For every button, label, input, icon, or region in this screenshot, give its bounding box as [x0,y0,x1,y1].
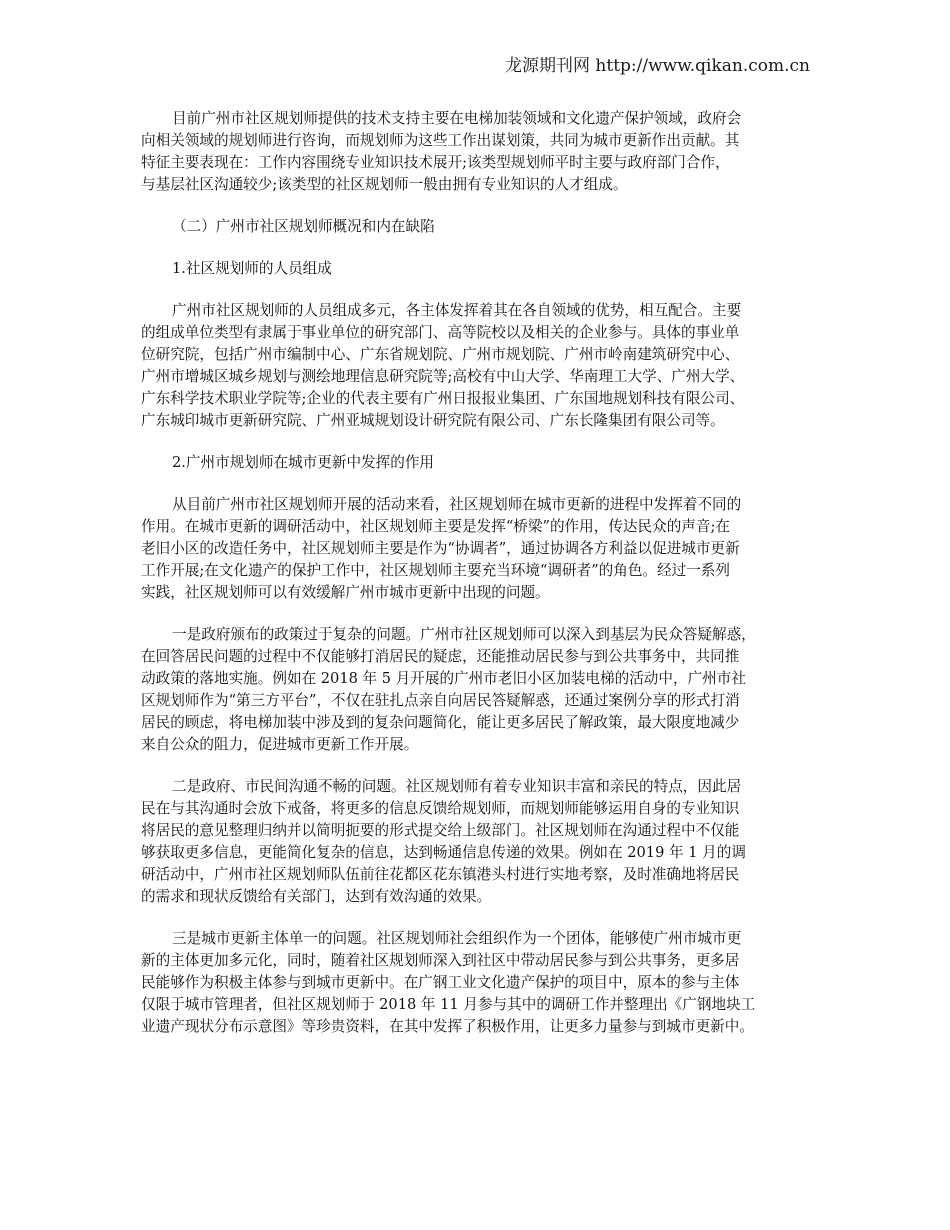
paragraph-line: 研活动中，广州市社区规划师队伍前往花都区花东镇港头村进行实地考察，及时准确地将居民 [141,866,740,883]
page-header: 龙源期刊网 http://www.qikan.com.cn [505,56,810,76]
paragraph [141,928,821,1038]
paragraph-line: 动政策的落地实施。例如在 2018 年 5 月开展的广州市老旧小区加装电梯的活动中，广州市社 [141,670,746,687]
paragraph-line: 仅限于城市管理者，但社区规划师于 2018 年 11 月参与其中的调研工作并整理出《广钢地块工 [141,996,756,1013]
paragraph-line: 民在与其沟通时会放下戒备，将更多的信息反馈给规划师，而规划师能够运用自身的专业知识 [141,800,740,817]
paragraph-line: 目前广州市社区规划师提供的技术支持主要在电梯加装领域和文化遗产保护领域，政府会 [172,110,742,127]
paragraph-line: 一是政府颁布的政策过于复杂的问题。广州市社区规划师可以深入到基层为民众答疑解惑， [172,626,756,643]
paragraph [141,108,821,196]
paragraph-line: 作用。在城市更新的调研活动中，社区规划师主要是发挥“桥梁”的作用，传达民众的声音;在 [141,518,730,535]
paragraph-line: 三是城市更新主体单一的问题。社区规划师社会组织作为一个团体，能够使广州市城市更 [172,930,742,947]
paragraph-line: 二是政府、市民间沟通不畅的问题。社区规划师有着专业知识丰富和亲民的特点，因此居 [172,778,742,795]
section-heading: （二）广州市社区规划师概况和内在缺陷 [172,218,435,235]
paragraph-line: 位研究院，包括广州市编制中心、广东省规划院、广州市规划院、广州市岭南建筑研究中心、 [141,346,740,363]
paragraph [141,624,821,756]
paragraph-line: 从目前广州市社区规划师开展的活动来看，社区规划师在城市更新的进程中发挥着不同的 [172,496,742,513]
paragraph [141,494,821,604]
paragraph [141,776,821,908]
paragraph-line: 与基层社区沟通较少;该类型的社区规划师一般由拥有专业知识的人才组成。 [141,176,628,193]
paragraph-line: 够获取更多信息，更能简化复杂的信息，达到畅通信息传递的效果。例如在 2019 年 1 月的调 [141,844,746,861]
paragraph-line: 民能够作为积极主体参与到城市更新中。在广钢工业文化遗产保护的项目中，原本的参与主体 [141,974,740,991]
paragraph-line: 业遗产现状分布示意图》等珍贵资料，在其中发挥了积极作用，让更多力量参与到城市更新中。 [141,1018,754,1035]
paragraph-line: 区规划师作为“第三方平台”，不仅在驻扎点亲自向居民答疑解惑，还通过案例分享的形式打消 [141,692,740,709]
section-heading: 1.社区规划师的人员组成 [172,260,332,277]
paragraph-line: 特征主要表现在：工作内容围绕专业知识技术展开;该类型规划师平时主要与政府部门合作， [141,154,730,171]
paragraph-line: 新的主体更加多元化，同时，随着社区规划师深入到社区中带动居民参与到公共事务，更多居 [141,952,740,969]
paragraph-line: 广州市社区规划师的人员组成多元，各主体发挥着其在各自领域的优势，相互配合。主要 [172,302,742,319]
paragraph-line: 来自公众的阻力，促进城市更新工作开展。 [141,736,419,753]
paragraph-line: 老旧小区的改造任务中，社区规划师主要是作为“协调者”，通过协调各方利益以促进城市更新 [141,540,740,557]
paragraph-line: 广东科学技术职业学院等;企业的代表主要有广州日报报业集团、广东国地规划科技有限公司、 [141,390,745,407]
paragraph-line: 居民的顾虑，将电梯加装中涉及到的复杂问题简化，能让更多居民了解政策，最大限度地减少 [141,714,740,731]
article-body [141,108,821,1058]
paragraph-line: 实践，社区规划师可以有效缓解广州市城市更新中出现的问题。 [141,584,550,601]
section-heading: 2.广州市规划师在城市更新中发挥的作用 [172,454,435,471]
paragraph-line: 向相关领域的规划师进行咨询，而规划师为这些工作出谋划策，共同为城市更新作出贡献。其 [141,132,740,149]
paragraph-line: 广州市增城区城乡规划与测绘地理信息研究院等;高校有中山大学、华南理工大学、广州大学、 [141,368,745,385]
paragraph-line: 工作开展;在文化遗产的保护工作中，社区规划师主要充当环境“调研者”的角色。经过一系列 [141,562,730,579]
paragraph-line: 广东城印城市更新研究院、广州亚城规划设计研究院有限公司、广东长隆集团有限公司等。 [141,412,725,429]
paragraph-line: 的组成单位类型有隶属于事业单位的研究部门、高等院校以及相关的企业参与。具体的事业单 [141,324,740,341]
paragraph [141,300,821,432]
paragraph-line: 在回答居民问题的过程中不仅能够打消居民的疑虑，还能推动居民参与到公共事务中，共同推 [141,648,740,665]
paragraph-line: 将居民的意见整理归纳并以简明扼要的形式提交给上级部门。社区规划师在沟通过程中不仅能 [141,822,740,839]
paragraph-line: 的需求和现状反馈给有关部门，达到有效沟通的效果。 [141,888,492,905]
